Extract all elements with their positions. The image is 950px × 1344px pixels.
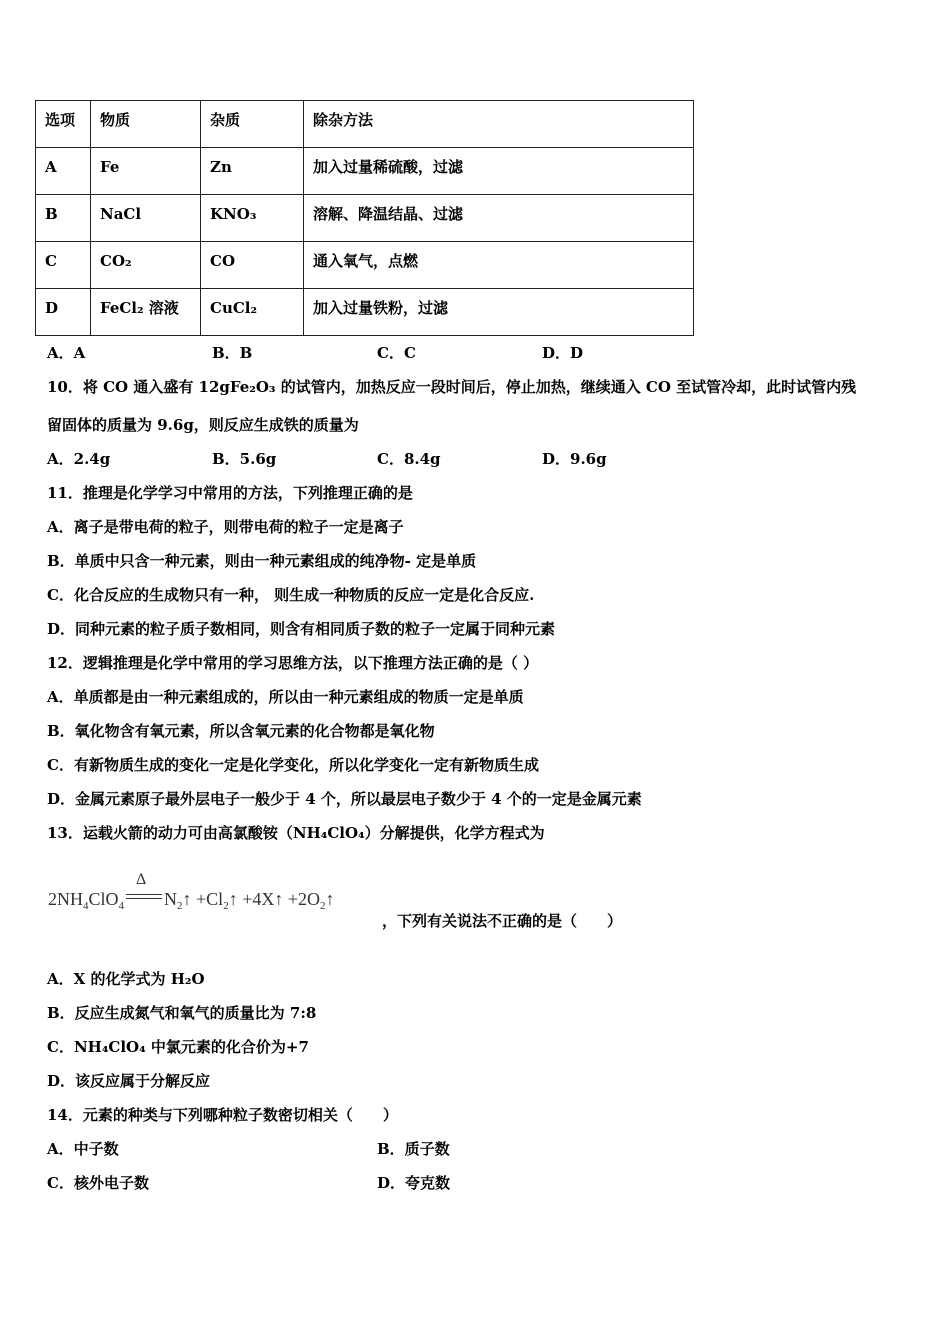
q13-option-c: C．NH₄ClO₄ 中氯元素的化合价为+7 — [47, 1038, 309, 1056]
q10-option-b: B．5.6g — [212, 450, 277, 468]
table-cell: 溶解、降温结晶、过滤 — [304, 195, 694, 242]
q12-stem: 12．逻辑推理是化学中常用的学习思维方法，以下推理方法正确的是（ ） — [47, 654, 539, 672]
table-cell: 加入过量铁粉，过滤 — [304, 289, 694, 336]
table-cell: B — [36, 195, 91, 242]
q13-option-b: B．反应生成氮气和氧气的质量比为 7:8 — [47, 1004, 317, 1022]
table-row — [36, 242, 694, 289]
q9-option-a: A．A — [47, 344, 86, 362]
q14-option-d: D．夸克数 — [377, 1174, 451, 1192]
q9-option-d: D．D — [542, 344, 584, 362]
q13-option-a: A．X 的化学式为 H₂O — [47, 970, 205, 988]
table-cell: CO₂ — [91, 242, 201, 289]
table-row — [36, 195, 694, 242]
table-cell: Fe — [91, 148, 201, 195]
q14-option-c: C．核外电子数 — [47, 1174, 149, 1192]
table-cell: D — [36, 289, 91, 336]
q14-stem: 14．元素的种类与下列哪种粒子数密切相关（ ） — [47, 1106, 398, 1124]
q9-option-b: B．B — [212, 344, 253, 362]
q12-option-a: A．单质都是由一种元素组成的，所以由一种元素组成的物质一定是单质 — [47, 688, 524, 706]
delta-symbol: Δ — [136, 871, 147, 888]
q10-stem-line2: 留固体的质量为 9.6g，则反应生成铁的质量为 — [47, 416, 359, 434]
table-cell: NaCl — [91, 195, 201, 242]
q10-option-c: C．8.4g — [377, 450, 441, 468]
table-cell: C — [36, 242, 91, 289]
table-cell: 加入过量稀硫酸，过滤 — [304, 148, 694, 195]
q10-option-d: D．9.6g — [542, 450, 607, 468]
q11-option-b: B．单质中只含一种元素，则由一种元素组成的纯净物- 定是单质 — [47, 552, 477, 570]
table-cell: CO — [201, 242, 304, 289]
table-header-row — [36, 101, 694, 148]
q12-option-c: C．有新物质生成的变化一定是化学变化，所以化学变化一定有新物质生成 — [47, 756, 539, 774]
table-row — [36, 148, 694, 195]
q13-stem-tail: ，下列有关说法不正确的是（ ） — [382, 912, 623, 930]
q12-option-d: D．金属元素原子最外层电子一般少于 4 个，所以最层电子数少于 4 个的一定是金属元素 — [47, 790, 642, 808]
decomposition-equation: $2NH_4ClO_4$ Δ $N_2↑$ $+Cl_2↑$ +4X↑ $+2O_2↑$ — [48, 871, 335, 912]
table-header-cell: 杂质 — [201, 101, 304, 148]
q11-option-a: A．离子是带电荷的粒子，则带电荷的粒子一定是离子 — [47, 518, 404, 536]
eq-reactant: 2NH — [48, 889, 83, 909]
table-header-cell: 除杂方法 — [304, 101, 694, 148]
q11-stem: 11．推理是化学学习中常用的方法，下列推理正确的是 — [47, 484, 413, 502]
table-row — [36, 289, 694, 336]
q9-option-c: C．C — [377, 344, 416, 362]
q10-option-a: A．2.4g — [47, 450, 111, 468]
q14-option-b: B．质子数 — [377, 1140, 450, 1158]
table-cell: Zn — [201, 148, 304, 195]
purification-options-table — [35, 100, 694, 336]
table-header-cell: 选项 — [36, 101, 91, 148]
heat-condition-arrow — [126, 871, 162, 905]
table-cell: FeCl₂ 溶液 — [91, 289, 201, 336]
table-header-cell: 物质 — [91, 101, 201, 148]
q12-option-b: B．氧化物含有氧元素，所以含氧元素的化合物都是氧化物 — [47, 722, 435, 740]
q11-option-c: C．化合反应的生成物只有一种， 则生成一种物质的反应一定是化合反应. — [47, 586, 535, 604]
table-cell: KNO₃ — [201, 195, 304, 242]
table-cell: CuCl₂ — [201, 289, 304, 336]
q13-option-d: D．该反应属于分解反应 — [47, 1072, 211, 1090]
q14-option-a: A．中子数 — [47, 1140, 119, 1158]
table-cell: 通入氧气，点燃 — [304, 242, 694, 289]
q11-option-d: D．同种元素的粒子质子数相同，则含有相同质子数的粒子一定属于同种元素 — [47, 620, 556, 638]
eq-products: N — [164, 889, 178, 909]
q10-stem-line1: 10．将 CO 通入盛有 12gFe₂O₃ 的试管内，加热反应一段时间后，停止加热，继续通入 CO 至试管冷却，此时试管内残 — [47, 378, 857, 396]
table-cell: A — [36, 148, 91, 195]
q13-stem: 13．运载火箭的动力可由高氯酸铵（NH₄ClO₄）分解提供，化学方程式为 — [47, 824, 545, 842]
